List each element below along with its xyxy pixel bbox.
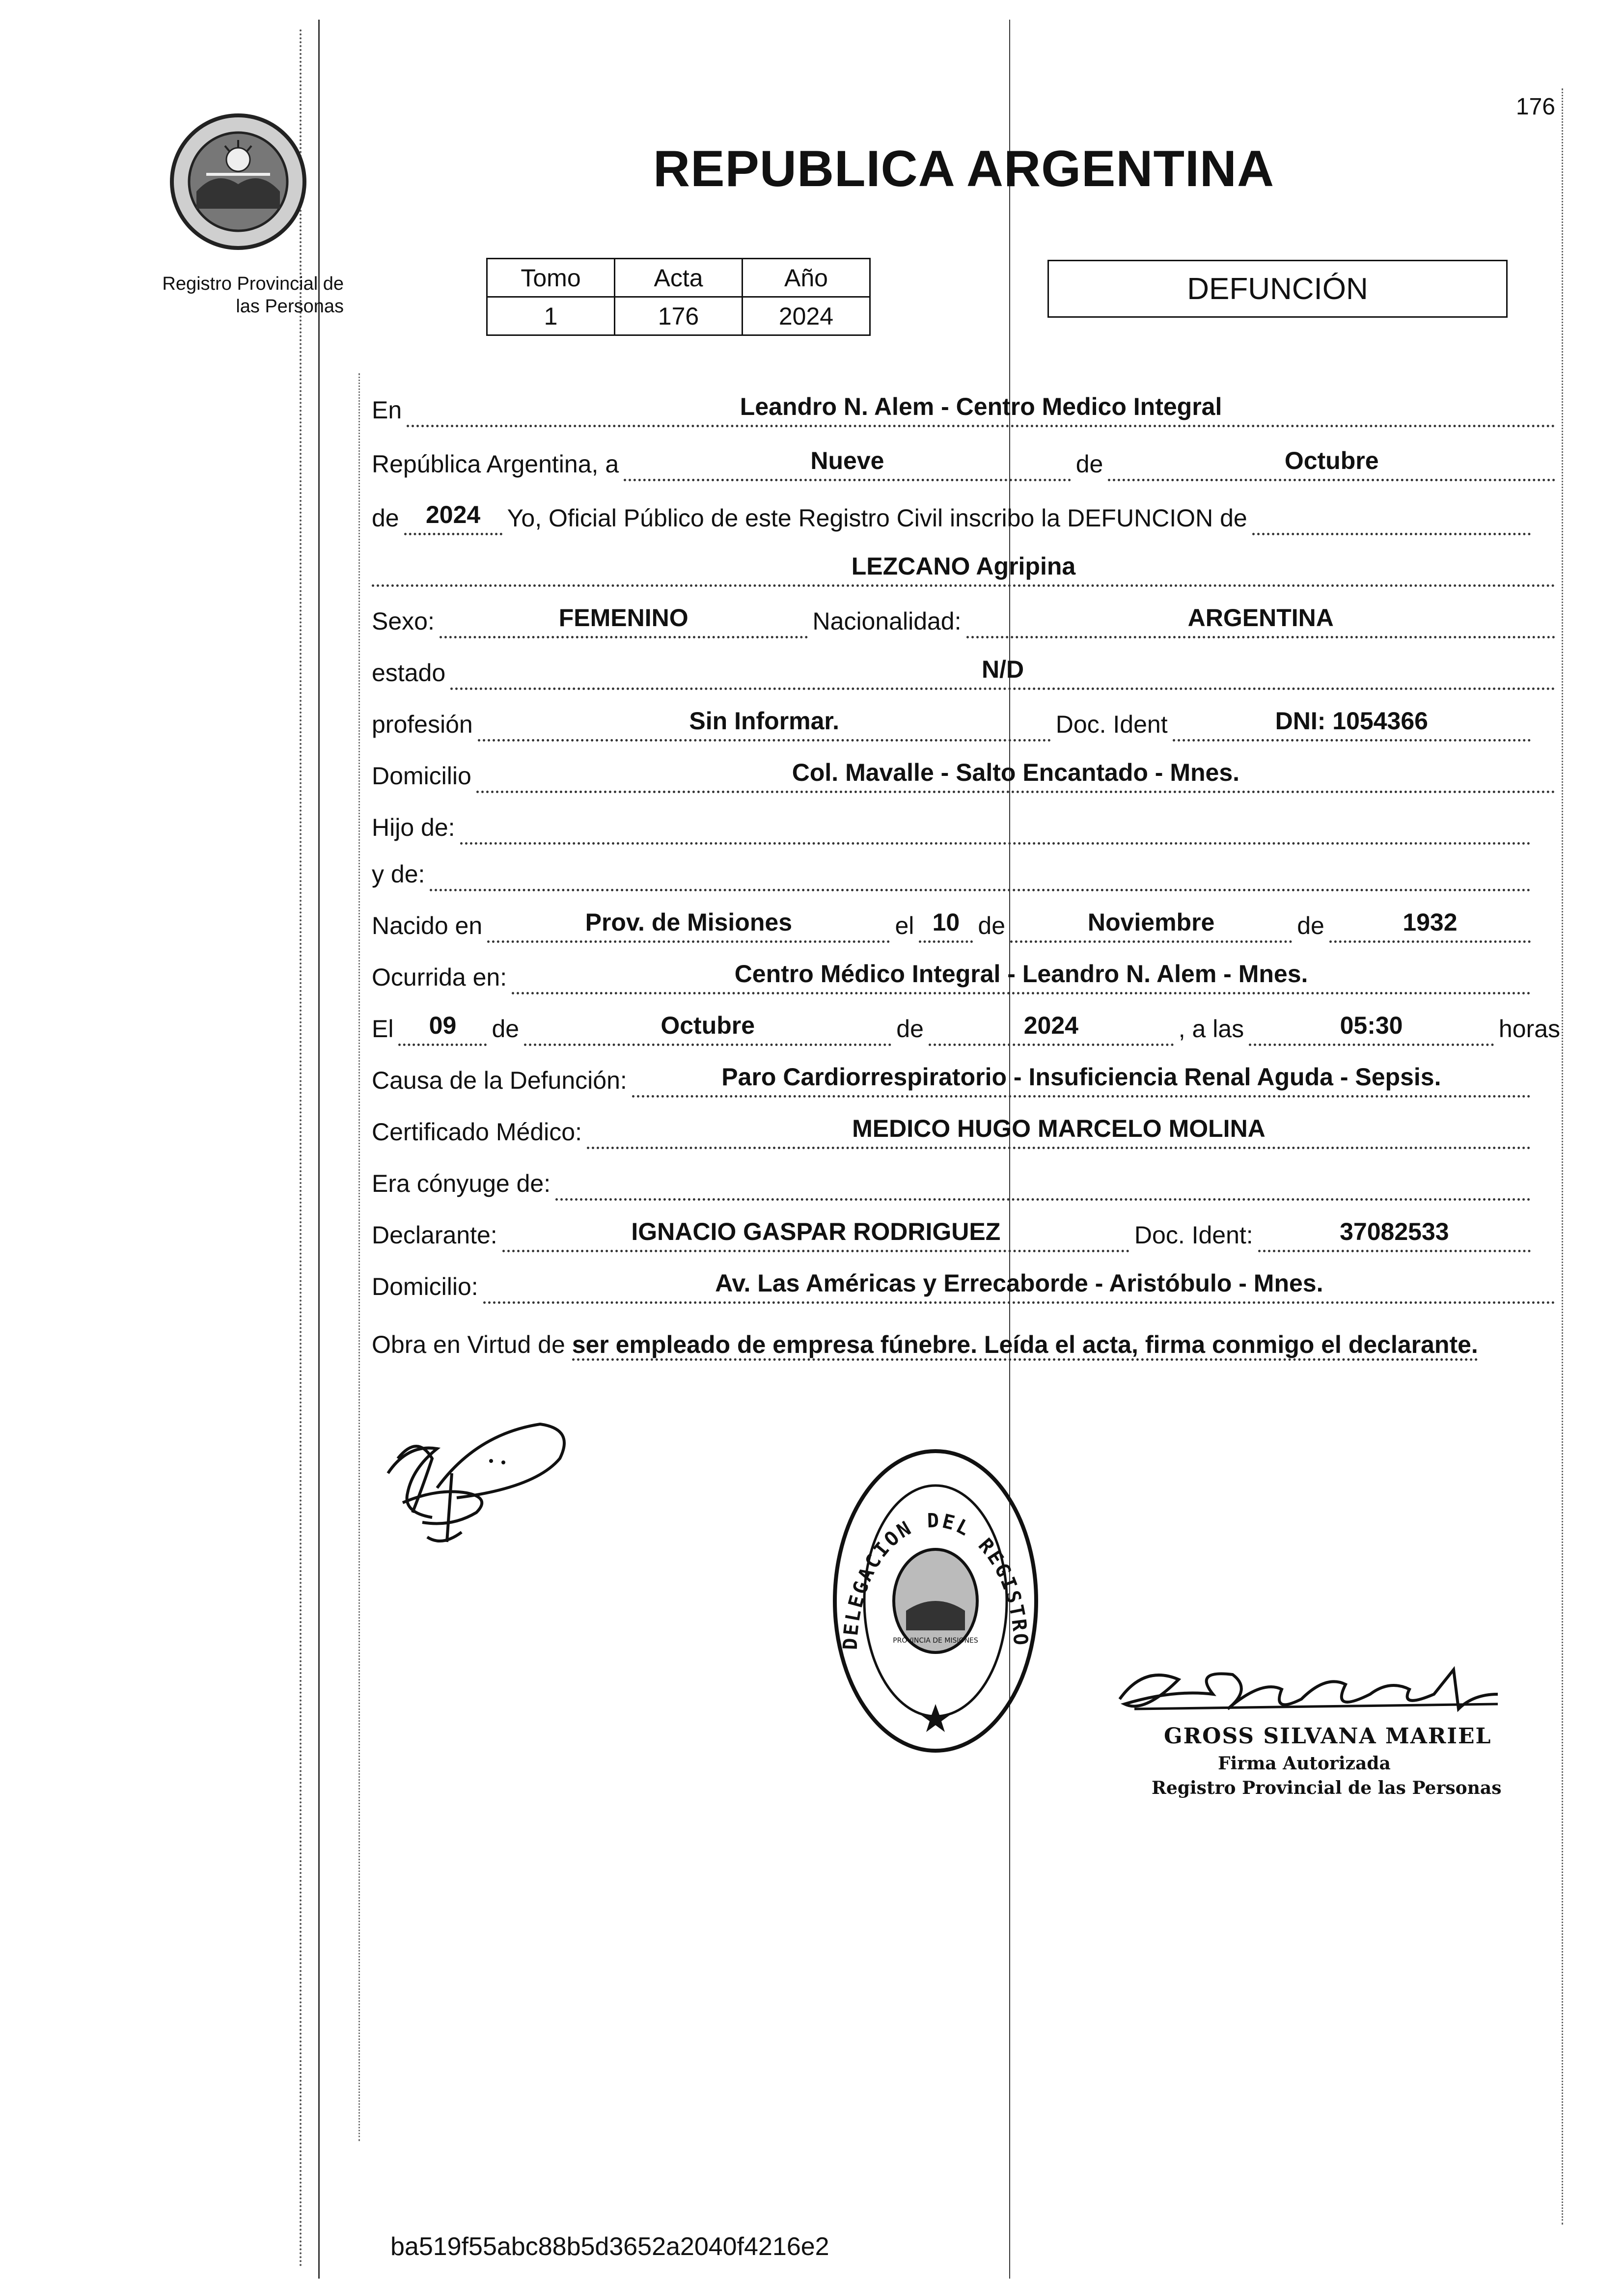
record-type: DEFUNCIÓN xyxy=(1187,272,1368,306)
document-hash: ba519f55abc88b5d3652a2040f4216e2 xyxy=(390,2232,829,2261)
anio-header: Año xyxy=(743,259,870,297)
scan-line-left xyxy=(318,20,320,2279)
scan-dots-right xyxy=(1562,88,1563,2225)
scan-dots-left-inner xyxy=(358,373,360,2141)
cert-label: Certificado Médico: xyxy=(372,1118,582,1146)
causa-label: Causa de la Defunción: xyxy=(372,1067,627,1094)
page-number: 176 xyxy=(1515,94,1555,120)
row-nacido xyxy=(372,899,1560,943)
estado-value: N/D xyxy=(450,655,1555,690)
official-seal xyxy=(827,1444,1044,1758)
row-en xyxy=(372,383,1560,427)
causa-value: Paro Cardiorrespiratorio - Insuficiencia Renal Aguda - Sepsis. xyxy=(632,1063,1531,1098)
oficial-blank xyxy=(1252,529,1531,535)
de-label-4: de xyxy=(1297,912,1324,939)
declarant-signature xyxy=(378,1414,584,1571)
row-estado xyxy=(372,646,1560,690)
row-yde xyxy=(372,847,1560,891)
tomo-header: Tomo xyxy=(487,259,615,297)
cert-value: MEDICO HUGO MARCELO MOLINA xyxy=(587,1114,1531,1149)
conyuge-value xyxy=(555,1194,1531,1201)
record-type-box xyxy=(1047,260,1508,318)
row-profesion xyxy=(372,697,1560,742)
acta-value: 176 xyxy=(615,297,743,335)
hijo-label: Hijo de: xyxy=(372,814,455,841)
domicilio-label: Domicilio xyxy=(372,762,471,790)
row-causa xyxy=(372,1053,1560,1098)
row-hijo xyxy=(372,800,1560,845)
horas-label: horas xyxy=(1498,1015,1560,1043)
hijo-value xyxy=(460,838,1531,845)
nombre-value: LEZCANO Agripina xyxy=(372,552,1555,587)
estado-label: estado xyxy=(372,659,446,687)
row-domicilio xyxy=(372,749,1560,793)
obra-label: Obra en Virtud de xyxy=(372,1331,565,1358)
nacionalidad-label: Nacionalidad: xyxy=(812,607,962,635)
profesion-value: Sin Informar. xyxy=(478,707,1051,742)
decl-dom-label: Domicilio: xyxy=(372,1273,478,1300)
oficial-text: Yo, Oficial Público de este Registro Civil inscribo la DEFUNCION de xyxy=(507,504,1247,532)
nacido-anio: 1932 xyxy=(1329,908,1531,943)
decl-dom-value: Av. Las Américas y Errecaborde - Aristóbulo - Mnes. xyxy=(483,1269,1555,1304)
nacido-lugar: Prov. de Misiones xyxy=(487,908,890,943)
registry-line-2: las Personas xyxy=(236,296,344,317)
registrar-signature xyxy=(1115,1660,1508,1729)
registry-name xyxy=(142,273,344,318)
def-anio: 2024 xyxy=(929,1011,1174,1046)
de-label-2: de xyxy=(372,504,399,532)
signatory-role: Firma Autorizada xyxy=(1218,1753,1391,1774)
de-label-5: de xyxy=(492,1015,520,1043)
nacionalidad-value: ARGENTINA xyxy=(966,604,1555,638)
en-value: Leandro N. Alem - Centro Medico Integral xyxy=(407,392,1555,427)
domicilio-value: Col. Mavalle - Salto Encantado - Mnes. xyxy=(476,758,1555,793)
doc-value: DNI: 1054366 xyxy=(1173,707,1531,742)
de-label: de xyxy=(1075,450,1103,478)
row-conyuge xyxy=(372,1156,1560,1201)
anio-value: 2024 xyxy=(743,297,870,335)
decl-doc-label: Doc. Ident: xyxy=(1134,1221,1253,1249)
row-ocurrida xyxy=(372,950,1560,994)
nacido-dia: 10 xyxy=(919,908,973,943)
obra-paragraph xyxy=(372,1326,1560,1363)
tomo-value: 1 xyxy=(487,297,615,335)
hora-value: 05:30 xyxy=(1249,1011,1494,1046)
row-oficial xyxy=(372,491,1560,535)
def-dia: 09 xyxy=(398,1011,487,1046)
nacido-label: Nacido en xyxy=(372,912,483,939)
scan-dots-left xyxy=(300,29,302,2269)
de-label-6: de xyxy=(896,1015,924,1043)
ocurrida-label: Ocurrida en: xyxy=(372,963,507,991)
profesion-label: profesión xyxy=(372,711,473,738)
El-label: El xyxy=(372,1015,394,1043)
seal-logo-text: PROVINCIA DE MISIONES xyxy=(893,1637,978,1645)
row-declarante xyxy=(372,1208,1560,1252)
row-sexo xyxy=(372,594,1560,638)
row-fecha-defuncion xyxy=(372,1002,1560,1046)
acta-header: Acta xyxy=(615,259,743,297)
yde-value xyxy=(430,885,1531,891)
anio-value: 2024 xyxy=(404,500,502,535)
reference-table xyxy=(486,258,871,336)
en-label: En xyxy=(372,396,402,424)
signatory-org: Registro Provincial de las Personas xyxy=(1152,1778,1502,1798)
registry-line-1: Registro Provincial de xyxy=(162,274,344,294)
el-label: el xyxy=(895,912,914,939)
row-certificado xyxy=(372,1105,1560,1149)
declarante-value: IGNACIO GASPAR RODRIGUEZ xyxy=(502,1217,1129,1252)
declarante-label: Declarante: xyxy=(372,1221,497,1249)
provincia-misiones-emblem xyxy=(167,110,309,253)
dia-value: Nueve xyxy=(624,446,1071,481)
row-decl-domicilio xyxy=(372,1260,1560,1304)
scan-line-center xyxy=(1009,20,1010,2279)
country-title: REPUBLICA ARGENTINA xyxy=(653,140,1275,197)
row-nombre xyxy=(372,543,1560,587)
de-label-3: de xyxy=(978,912,1006,939)
decl-doc-value: 37082533 xyxy=(1258,1217,1531,1252)
signatory-name: GROSS SILVANA MARIEL xyxy=(1164,1724,1492,1749)
doc-label: Doc. Ident xyxy=(1055,711,1168,738)
seal-ring-text: DELEGACION DEL REGISTRO xyxy=(839,1509,1032,1651)
obra-value: ser empleado de empresa fúnebre. Leída el acta, firma conmigo el declarante. xyxy=(572,1331,1478,1361)
row-republica xyxy=(372,437,1560,481)
alas-label: , a las xyxy=(1178,1015,1244,1043)
republica-label: República Argentina, a xyxy=(372,450,619,478)
yde-label: y de: xyxy=(372,860,425,888)
sexo-label: Sexo: xyxy=(372,607,435,635)
conyuge-label: Era cónyuge de: xyxy=(372,1170,551,1197)
mes-value: Octubre xyxy=(1108,446,1555,481)
nacido-mes: Noviembre xyxy=(1010,908,1292,943)
sexo-value: FEMENINO xyxy=(440,604,808,638)
def-mes: Octubre xyxy=(524,1011,891,1046)
ocurrida-value: Centro Médico Integral - Leandro N. Alem - Mnes. xyxy=(512,960,1531,994)
